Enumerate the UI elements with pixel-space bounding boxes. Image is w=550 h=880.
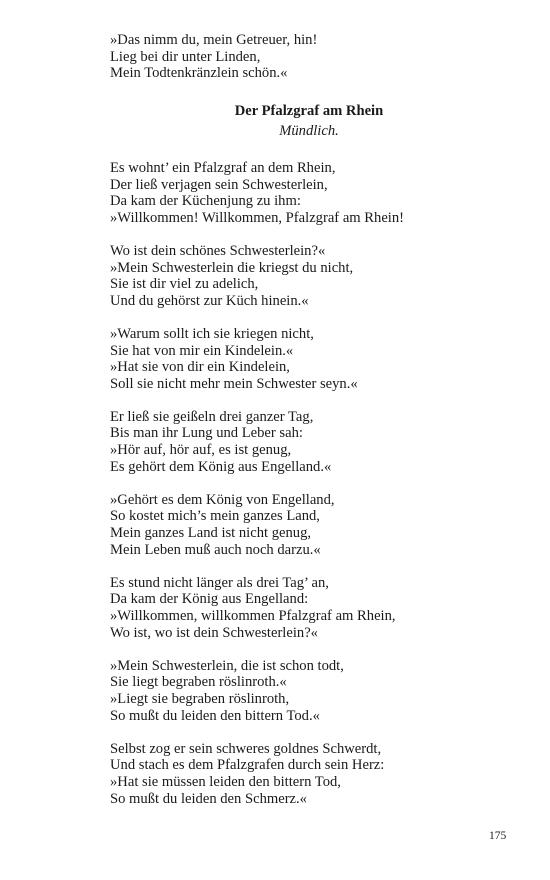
verse-line: »Willkommen, willkommen Pfalzgraf am Rhein,: [110, 608, 396, 624]
verse-line: »Hör auf, hör auf, es ist genug,: [110, 442, 292, 459]
verse-line: »Mein Schwesterlein die kriegst du nicht,: [110, 259, 354, 276]
verse-line: Es gehört dem König aus Engelland.«: [110, 458, 332, 475]
verse-line: Lieg bei dir unter Linden,: [110, 48, 261, 65]
verse-line: Es wohnt’ ein Pfalzgraf an dem Rhein,: [110, 159, 336, 176]
verse-line: Mein ganzes Land ist nicht genug,: [110, 525, 312, 542]
verse-line: »Liegt sie begraben röslinroth,: [110, 690, 290, 707]
verse-line: So mußt du leiden den bittern Tod.«: [110, 707, 320, 724]
stanza-1: [110, 160, 520, 226]
stanza-2: [110, 243, 520, 309]
verse-line: »Hat sie müssen leiden den bittern Tod,: [110, 773, 341, 790]
verse-line: Sie ist dir viel zu adelich,: [110, 276, 259, 293]
stanza-8: [110, 741, 520, 807]
verse-line: Der ließ verjagen sein Schwesterlein,: [110, 176, 328, 193]
verse-line: »Gehört es dem König von Engelland,: [110, 491, 335, 508]
page-text: [110, 32, 520, 824]
verse-line: Soll sie nicht mehr mein Schwester seyn.«: [110, 375, 358, 392]
verse-line: Da kam der König aus Engelland:: [110, 591, 309, 608]
verse-line: »Das nimm du, mein Getreuer, hin!: [110, 32, 318, 48]
verse-line: So mußt du leiden den Schmerz.«: [110, 790, 307, 807]
stanza-5: [110, 492, 520, 558]
verse-line: »Mein Schwesterlein, die ist schon todt,: [110, 657, 344, 674]
page-number: 175: [489, 830, 507, 842]
verse-line: Bis man ihr Lung und Leber sah:: [110, 425, 303, 442]
verse-line: Selbst zog er sein schweres goldnes Schwerdt,: [110, 740, 382, 757]
verse-line: Wo ist, wo ist dein Schwesterlein?«: [110, 624, 318, 641]
verse-line: Und du gehörst zur Küch hinein.«: [110, 292, 309, 309]
verse-line: Mein Todtenkränzlein schön.«: [110, 65, 288, 82]
poem-source: Mündlich.: [279, 123, 339, 140]
stanza-4: [110, 409, 520, 475]
verse-line: Mein Leben muß auch noch darzu.«: [110, 541, 321, 558]
verse-line: »Hat sie von dir ein Kindelein,: [110, 359, 290, 376]
verse-line: So kostet mich’s mein ganzes Land,: [110, 508, 320, 525]
verse-line: Sie liegt begraben röslinroth.«: [110, 674, 287, 691]
stanza-6: [110, 575, 520, 641]
verse-line: Es stund nicht länger als drei Tag’ an,: [110, 574, 329, 591]
verse-line: Da kam der Küchenjung zu ihm:: [110, 193, 301, 210]
poem-title: Der Pfalzgraf am Rhein: [234, 102, 384, 119]
verse-line: Wo ist dein schönes Schwesterlein?«: [110, 242, 326, 259]
stanza-3: [110, 326, 520, 392]
verse-line: Und stach es dem Pfalzgrafen durch sein Herz:: [110, 757, 385, 774]
verse-line: »Willkommen! Willkommen, Pfalzgraf am Rhein!: [110, 209, 405, 226]
verse-line: Er ließ sie geißeln drei ganzer Tag,: [110, 408, 314, 425]
stanza-7: [110, 658, 520, 724]
verse-line: »Warum sollt ich sie kriegen nicht,: [110, 325, 314, 342]
verse-line: Sie hat von mir ein Kindelein.«: [110, 342, 294, 359]
previous-poem-ending: [110, 32, 520, 82]
